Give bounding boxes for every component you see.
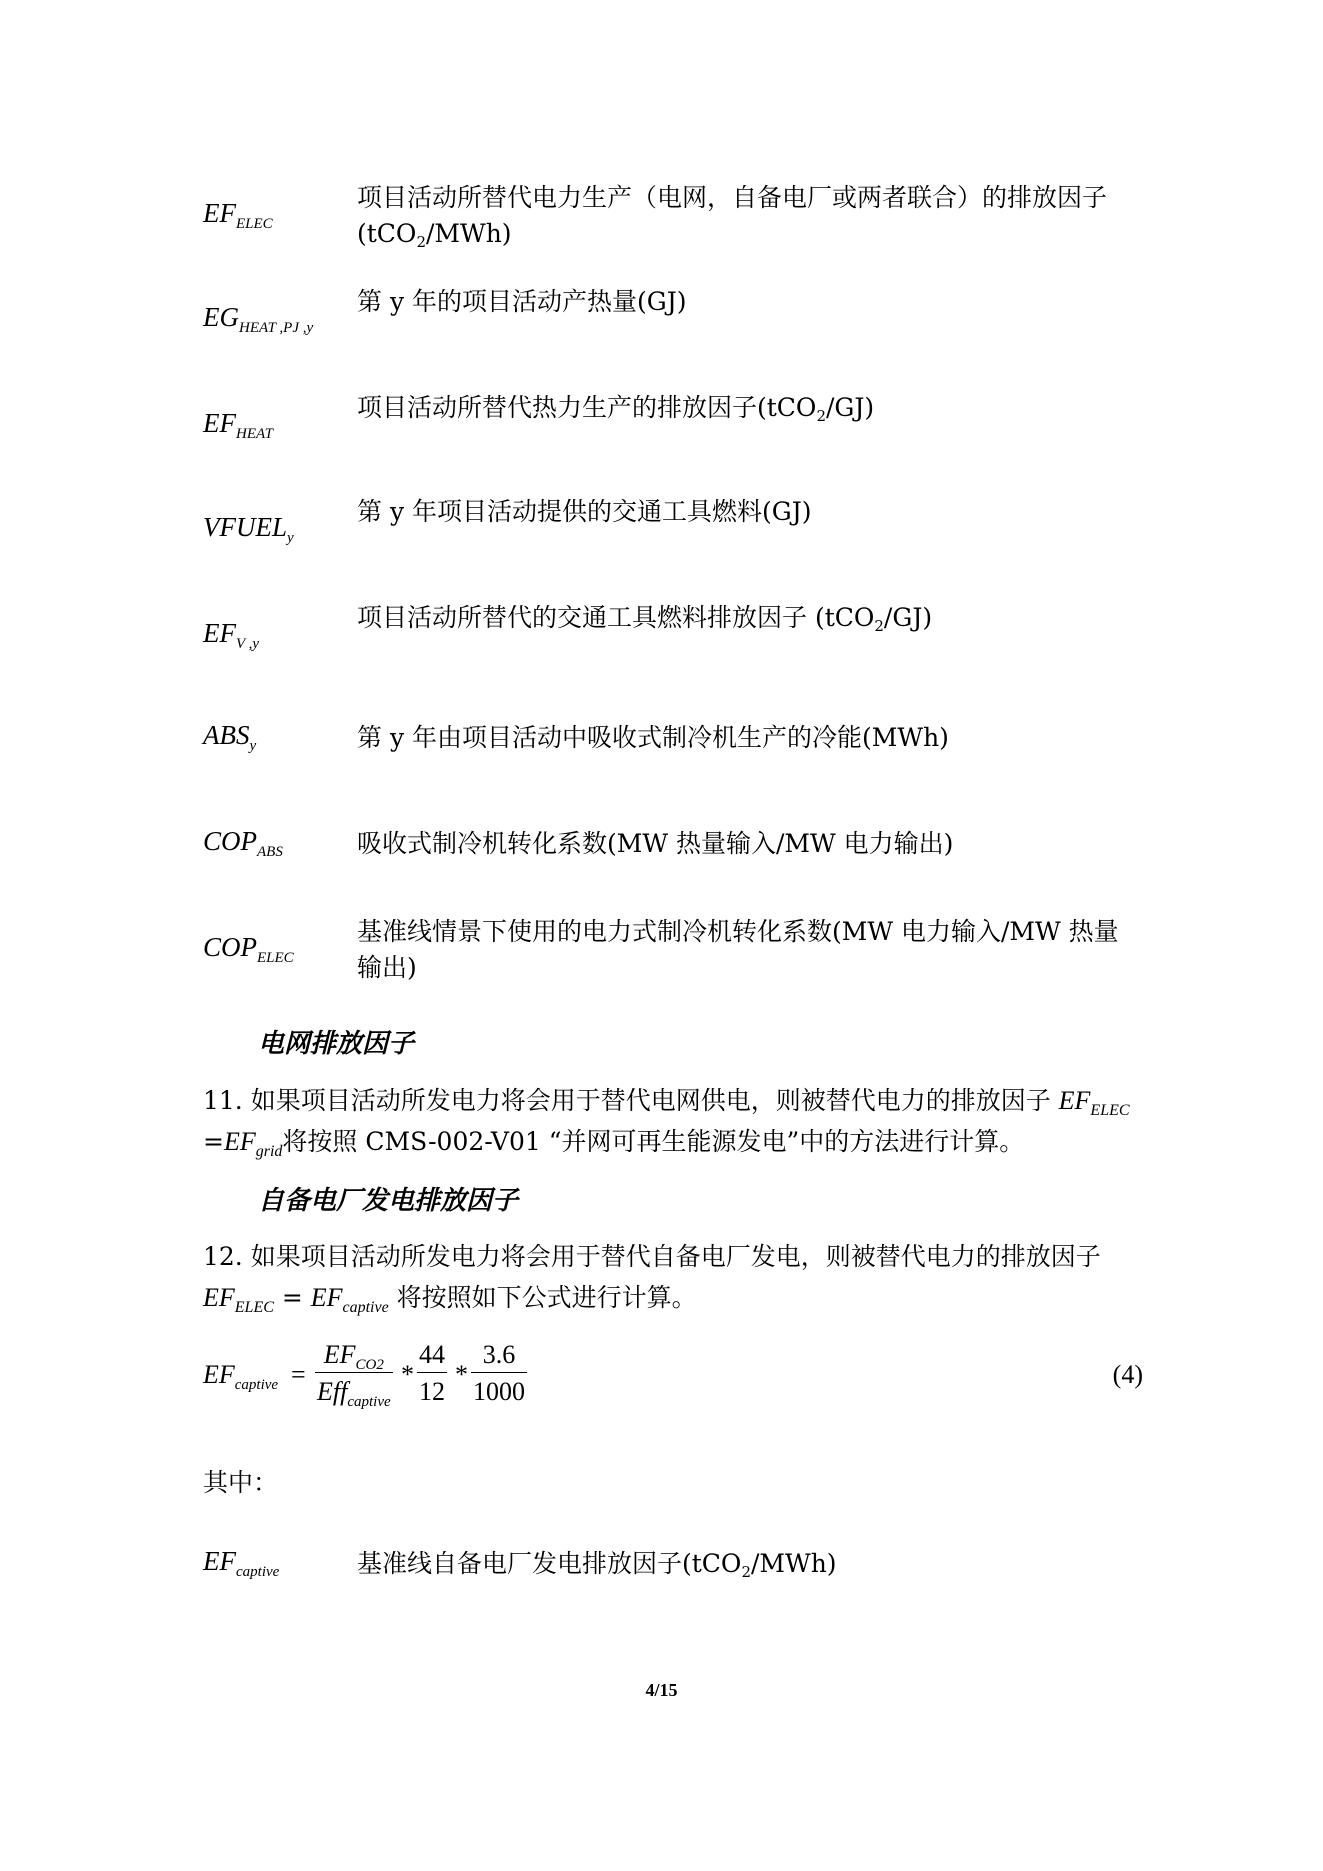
variable-definition: 项目活动所替代电力生产（电网，自备电厂或两者联合）的排放因子(tCO$_2$/MWh): [357, 183, 1108, 251]
variable-symbol: $COP_{ELEC}$: [203, 932, 294, 966]
variable-definition: 第 y 年项目活动提供的交通工具燃料(GJ): [357, 497, 812, 526]
formula-4: [203, 1338, 1143, 1418]
variable-definition: 项目活动所替代的交通工具燃料排放因子 (tCO$_2$/GJ): [357, 603, 933, 635]
variable-definition: 第 y 年由项目活动中吸收式制冷机生产的冷能(MWh): [357, 723, 949, 752]
variable-symbol: $EF_{V ,y}$: [203, 618, 260, 652]
section-heading: 电网排放因子: [258, 1029, 415, 1059]
variable-symbol: $EF_{captive}$: [203, 1546, 280, 1580]
where-label: 其中：: [203, 1468, 279, 1497]
fraction-44-12: $\frac{44}{12}$: [419, 1340, 445, 1406]
variable-definition: 基准线自备电厂发电排放因子(tCO$_2$/MWh): [357, 1549, 837, 1581]
variable-definition: 第 y 年的项目活动产热量(GJ): [357, 287, 687, 316]
variable-symbol: $VFUEL_y$: [203, 512, 294, 546]
page-number: 4/15: [645, 1680, 678, 1700]
paragraph-11: 11. 如果项目活动所发电力将会用于替代电网供电，则被替代电力的排放因子 $EF_{ELEC} =EF_{grid}$将按照 CMS-002-V01 “并网可再生能源发电”中的方法进行计算。: [203, 1086, 1130, 1160]
variable-definition: 基准线情景下使用的电力式制冷机转化系数(MW 电力输入/MW 热量输出): [357, 917, 1119, 982]
equation-number: (4): [1112, 1360, 1143, 1389]
section-heading: 自备电厂发电排放因子: [258, 1186, 519, 1216]
fraction-3.6-1000: $\frac{3.6}{1000}$: [473, 1340, 525, 1406]
variable-symbol: $COP_{ABS}$: [203, 826, 283, 860]
multiply-sign: *: [455, 1360, 468, 1389]
variable-symbol: $EF_{HEAT}$: [203, 408, 273, 442]
variable-definition: 项目活动所替代热力生产的排放因子(tCO$_2$/GJ): [357, 393, 875, 425]
variable-symbol: $EG_{HEAT ,PJ ,y}$: [203, 302, 314, 336]
variable-definition: 吸收式制冷机转化系数(MW 热量输入/MW 电力输出): [357, 829, 954, 858]
paragraph-12: 12. 如果项目活动所发电力将会用于替代自备电厂发电，则被替代电力的排放因子 $EF_{ELEC} = EF_{captive}$ 将按照如下公式进行计算。: [203, 1242, 1101, 1316]
variable-symbol: $ABS_y$: [203, 720, 257, 754]
equals-sign: =: [291, 1360, 306, 1389]
variable-symbol: $EF_{ELEC}$: [203, 198, 273, 232]
formula-lhs: $EF_{captive}$: [203, 1360, 279, 1393]
fraction-ef-eff: $EF_{CO2}$ Eff$_{captive}$: [317, 1340, 391, 1410]
multiply-sign: *: [401, 1360, 414, 1389]
